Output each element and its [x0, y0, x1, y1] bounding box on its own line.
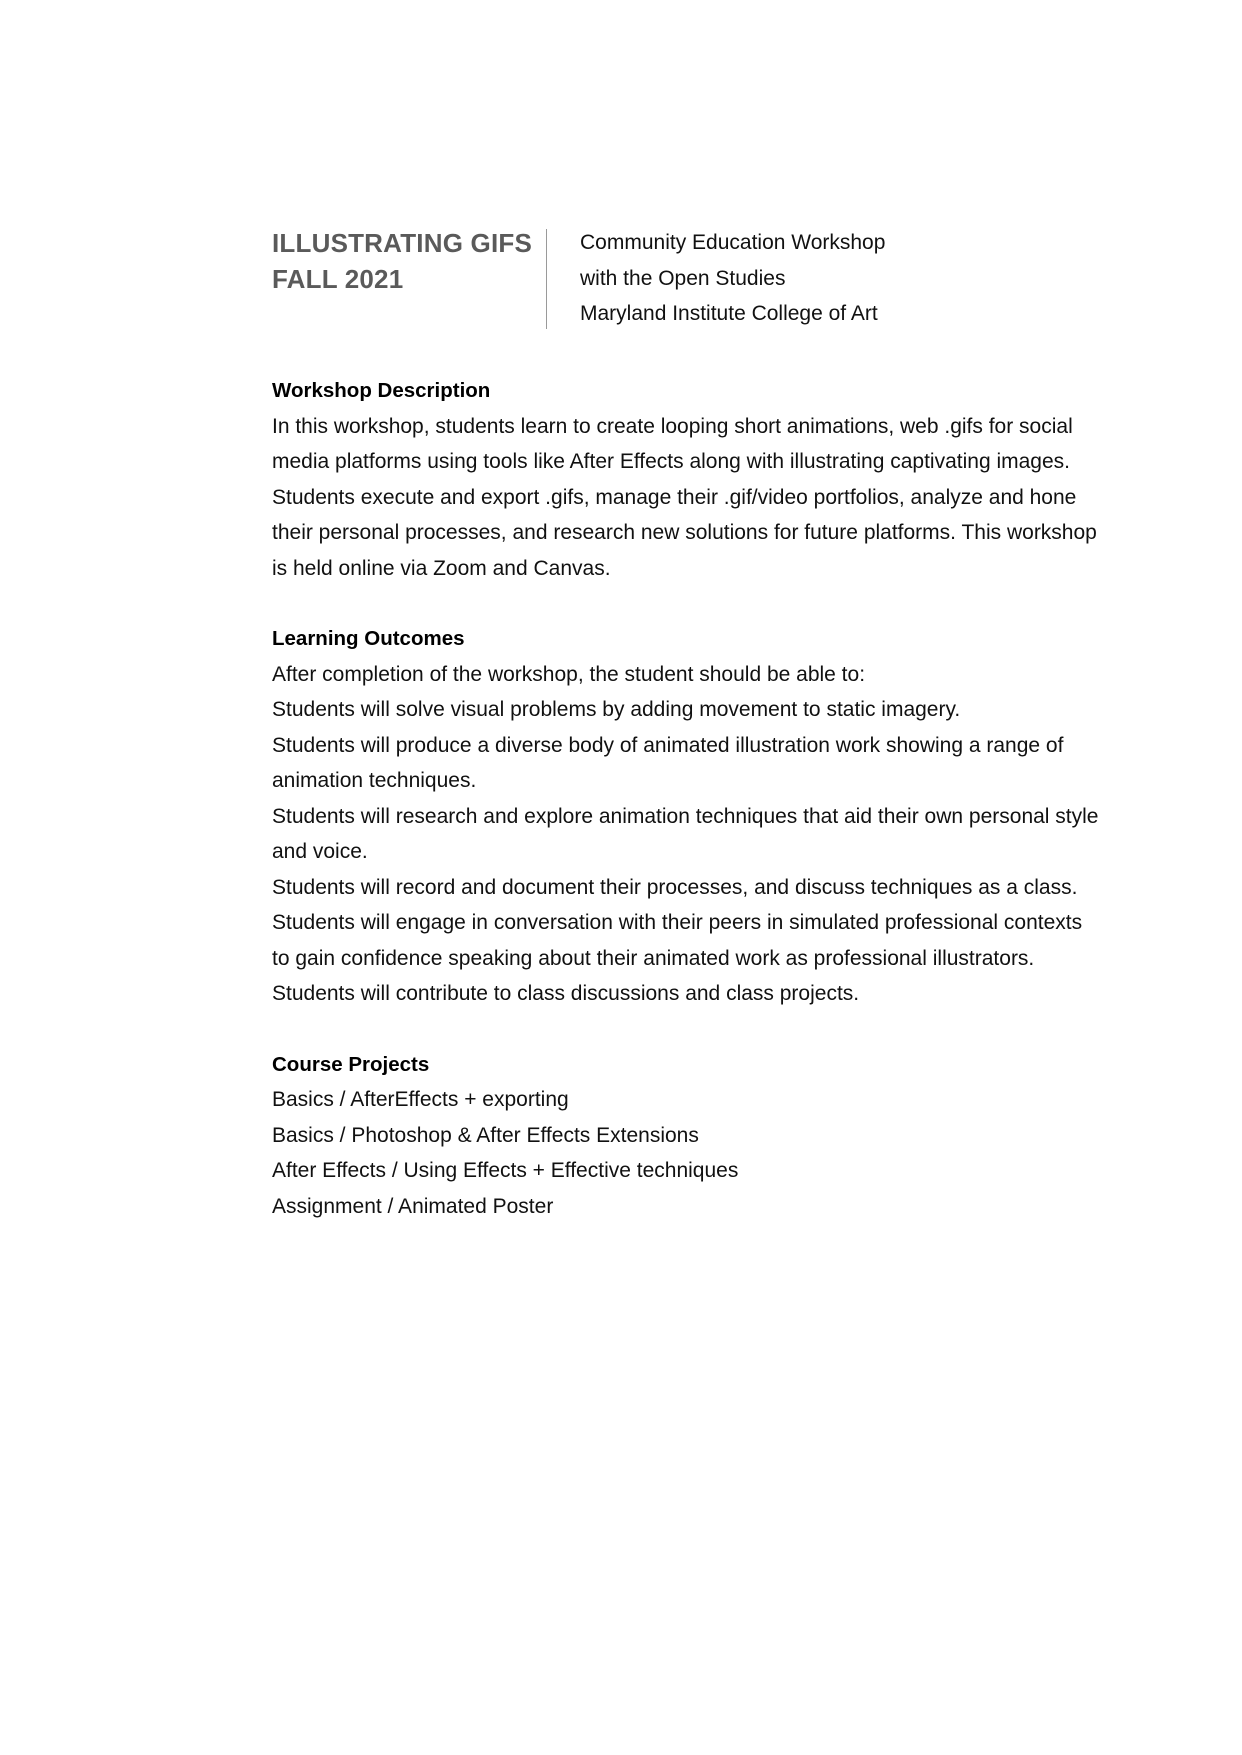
- outcome-item: Students will engage in conversation with their peers in simulated professional contexts to gain confidence speaking about their animated work as professional illustrators.: [272, 911, 1083, 970]
- outcome-item: Students will solve visual problems by adding movement to static imagery.: [272, 698, 961, 721]
- project-item: Basics / Photoshop & After Effects Extensions: [272, 1123, 699, 1147]
- course-projects-section: [272, 1047, 1102, 1225]
- document-header: [272, 225, 1132, 331]
- section-heading: Workshop Description: [272, 379, 491, 402]
- section-heading: Course Projects: [272, 1052, 430, 1076]
- project-item: Assignment / Animated Poster: [272, 1194, 554, 1218]
- org-line: with the Open Studies: [580, 266, 786, 290]
- learning-outcomes-section: [272, 621, 1102, 1012]
- project-item: Basics / AfterEffects + exporting: [272, 1088, 569, 1111]
- outcome-item: Students will produce a diverse body of animated illustration work showing a range of animation techniques.: [272, 733, 1064, 792]
- workshop-description-section: [272, 373, 1102, 586]
- description-paragraph: In this workshop, students learn to create looping short animations, web .gifs for social media platforms using tools like After Effects along with illustrating captivating images. Students execute and export .gifs, manage their .gif/video portfolios, analyze and hone their personal processes, and research new solutions for future platforms. This workshop is held online via Zoom and Canvas.: [272, 414, 1097, 580]
- course-title-line: ILLUSTRATING GIFS: [272, 228, 533, 258]
- header-divider: [546, 229, 547, 329]
- outcome-item: Students will record and document their processes, and discuss techniques as a class.: [272, 875, 1078, 899]
- document-body: [272, 373, 1102, 1259]
- organization-info: [580, 225, 1100, 332]
- course-title: [272, 225, 532, 297]
- org-line: Community Education Workshop: [580, 231, 886, 254]
- outcome-item: Students will research and explore animation techniques that aid their own personal style and voice.: [272, 804, 1099, 863]
- outcomes-intro: After completion of the workshop, the student should be able to:: [272, 662, 866, 686]
- course-term-line: FALL 2021: [272, 264, 404, 294]
- outcome-item: Students will contribute to class discussions and class projects.: [272, 982, 860, 1005]
- org-line: Maryland Institute College of Art: [580, 302, 878, 325]
- section-heading: Learning Outcomes: [272, 627, 465, 650]
- project-item: After Effects / Using Effects + Effective techniques: [272, 1159, 739, 1182]
